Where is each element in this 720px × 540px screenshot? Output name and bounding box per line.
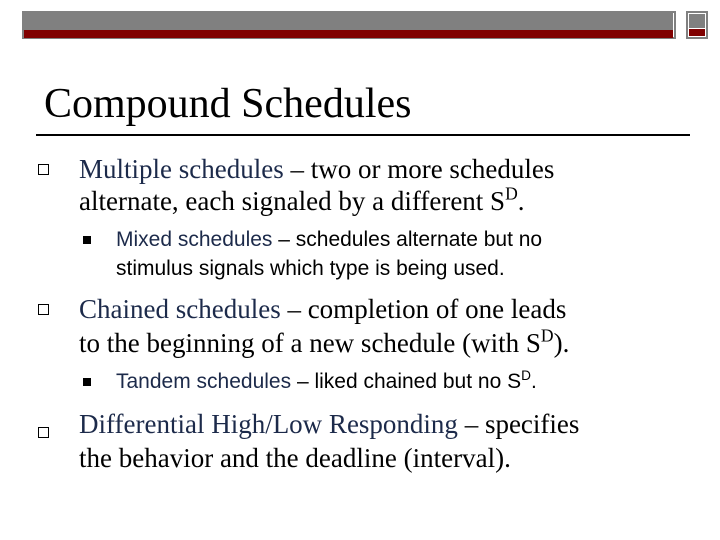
sub-bullet-2-line-1 [116,368,537,396]
bullet-2-line-2-text: to the beginning of a new schedule (with S [79,328,541,358]
bullet-3-line-2: the behavior and the deadline (interval). [79,443,511,473]
bullet-1-superscript: D [505,183,518,204]
corner-box-gray [689,14,705,28]
sub-bullet-1-line-2: stimulus signals which type is being used. [116,257,505,280]
hollow-square-bullet-icon [38,304,49,315]
bullet-2-line-2-end: ). [553,328,570,358]
filled-square-bullet-icon [83,378,91,386]
header-bar-red [24,30,673,38]
sub-bullet-2-end: . [530,370,537,393]
hollow-square-bullet-icon [38,164,49,175]
bullet-3-term: Differential High/Low Responding [79,409,458,439]
sub-bullet-1-term: Mixed schedules [116,228,273,251]
corner-box-red [689,29,705,36]
title-divider [36,134,690,136]
header-corner-box [686,11,708,39]
bullet-2-superscript: D [540,325,554,346]
bullet-3-line-1 [79,407,579,442]
bullet-1-line-2 [79,184,525,219]
sub-bullet-2-superscript: D [521,367,531,383]
sub-bullet-1-line-1-rest: – schedules alternate but no [272,228,543,251]
sub-bullet-2-term: Tandem schedules [116,370,292,393]
bullet-2-line-2 [79,326,569,361]
hollow-square-bullet-icon [38,427,49,438]
bullet-1-line-2-text: alternate, each signaled by a different S [79,186,506,216]
sub-bullet-2-text: – liked chained but no S [291,370,522,393]
slide-title: Compound Schedules [44,81,412,127]
sub-bullet-1-line-1 [116,226,542,254]
bullet-2-term: Chained schedules [79,294,281,324]
bullet-2-line-1-rest: – completion of one leads [280,294,567,324]
bullet-1-line-1 [79,152,554,187]
bullet-1-line-2-end: . [517,186,525,216]
bullet-1-line-1-rest: – two or more schedules [283,154,555,184]
bullet-2-line-1 [79,292,566,327]
bullet-1-term: Multiple schedules [79,154,284,184]
filled-square-bullet-icon [83,236,91,244]
bullet-3-line-1-rest: – specifies [457,409,580,439]
